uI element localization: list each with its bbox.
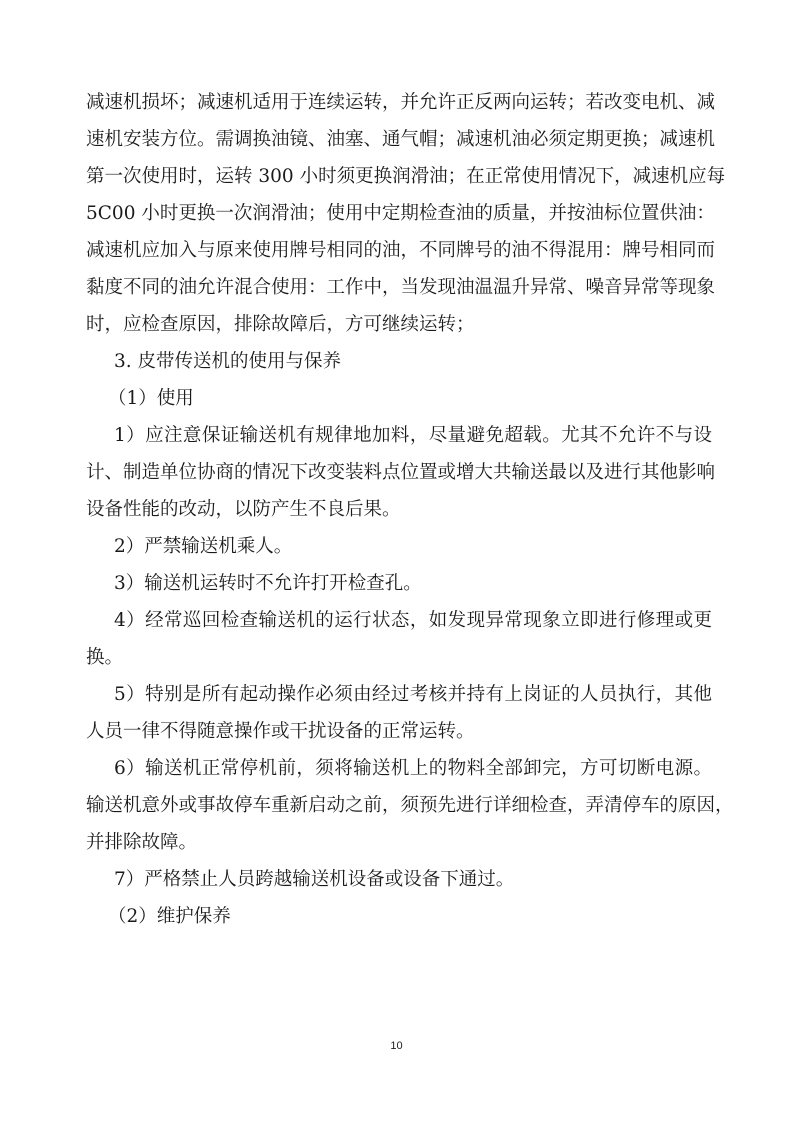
- list-item-line: 输送机意外或事故停车重新启动之前，须预先进行详细检查，弄清停车的原因，: [86, 795, 734, 816]
- paragraph-line: 5C00 小时更换一次润滑油；使用中定期检查油的质量，并按油标位置供油：: [86, 203, 715, 224]
- page-number: 10: [390, 1040, 403, 1052]
- subsection-heading: （2）维护保养: [108, 906, 231, 927]
- list-item-line: 7）严格禁止人员跨越输送机设备或设备下通过。: [114, 869, 515, 890]
- list-item-line: 3）输送机运转时不允许打开检查孔。: [114, 573, 422, 594]
- list-item-line: 5）特别是所有起动操作必须由经过考核并持有上岗证的人员执行，其他: [114, 684, 712, 705]
- list-item-line: 设备性能的改动，以防产生不良后果。: [86, 499, 401, 520]
- list-item-line: 并排除故障。: [86, 832, 198, 853]
- list-item-line: 6）输送机正常停机前，须将输送机上的物料全部卸完，方可切断电源。: [114, 758, 712, 779]
- list-item-line: 1）应注意保证输送机有规律地加料，尽量避免超载。尤其不允许不与设: [114, 425, 712, 446]
- paragraph-line: 减速机应加入与原来使用牌号相同的油，不同牌号的油不得混用：牌号相同而: [86, 240, 716, 261]
- list-item-line: 换。: [86, 647, 124, 668]
- document-body: [86, 88, 734, 939]
- list-item-line: 人员一律不得随意操作或干扰设备的正常运转。: [86, 721, 475, 742]
- paragraph-line: 黏度不同的油允许混合使用：工作中，当发现油温温升异常、噪音异常等现象: [86, 277, 716, 298]
- section-heading: 3. 皮带传送机的使用与保养: [114, 351, 342, 372]
- paragraph-line: 时，应检查原因，排除故障后，方可继续运转；: [86, 314, 475, 335]
- paragraph-line: 速机安装方位。需调换油镜、油塞、通气帽；减速机油必须定期更换；减速机: [86, 129, 716, 150]
- list-item-line: 计、制造单位协商的情况下改变装料点位置或增大共输送最以及进行其他影响: [86, 462, 716, 483]
- list-item-line: 4）经常巡回检查输送机的运行状态，如发现异常现象立即进行修理或更: [114, 610, 712, 631]
- list-item-line: 2）严禁输送机乘人。: [114, 536, 293, 557]
- paragraph-line: 第一次使用时，运转 300 小时须更换润滑油；在正常使用情况下，减速机应每: [86, 166, 726, 187]
- paragraph-line: 减速机损坏；减速机适用于连续运转，并允许正反两向运转；若改变电机、减: [86, 92, 716, 113]
- subsection-heading: （1）使用: [108, 388, 194, 409]
